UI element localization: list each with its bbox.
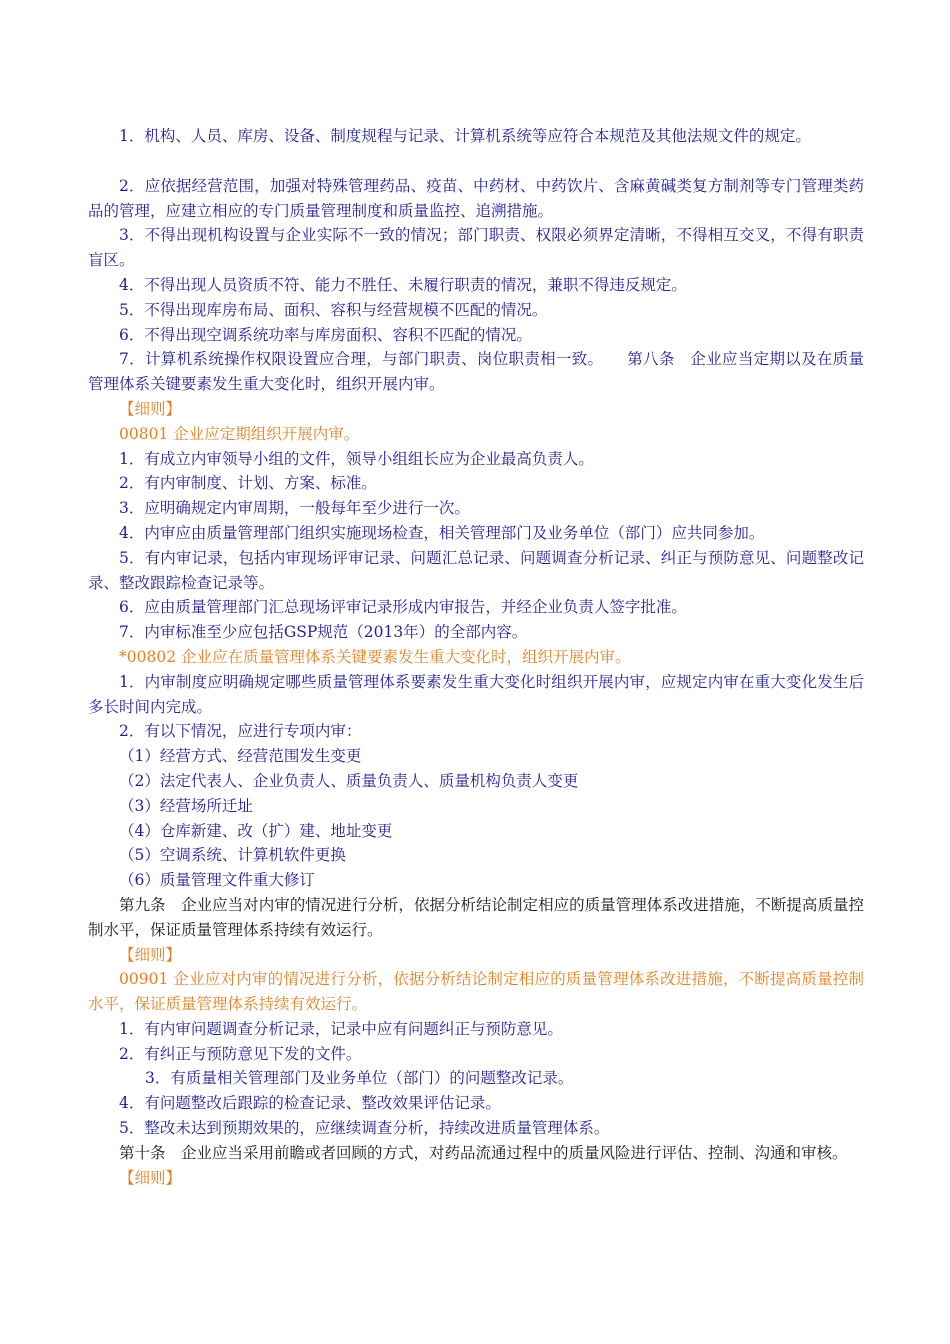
rules-heading: 【细则】 — [119, 399, 182, 418]
article-10: 第十条 企业应当采用前瞻或者回顾的方式，对药品流通过程中的质量风险进行评估、控制、沟通和审核。 — [119, 1143, 848, 1162]
list-item-2: （2）法定代表人、企业负责人、质量负责人、质量机构负责人变更 — [119, 771, 579, 790]
list-item-6: （6）质量管理文件重大修订 — [119, 871, 315, 890]
paragraph-00801-1: 1．有成立内审领导小组的文件，领导小组组长应为企业最高负责人。 — [119, 449, 594, 468]
paragraph-00901-1: 1．有内审问题调查分析记录，记录中应有问题纠正与预防意见。 — [119, 1019, 563, 1038]
paragraph-00801-7: 7．内审标准至少应包括GSP规范（2013年）的全部内容。 — [119, 623, 528, 642]
paragraph-7-article-8: 7．计算机系统操作权限设置应合理，与部门职责、岗位职责相一致。 第八条 企业应当定期以及在质量管理体系关键要素发生重大变化时，组织开展内审。 — [88, 350, 864, 394]
paragraph-00802-2: 2．有以下情况，应进行专项内审： — [119, 722, 362, 741]
paragraph-1: 1．机构、人员、库房、设备、制度规程与记录、计算机系统等应符合本规范及其他法规文件的规定。 — [119, 127, 811, 145]
rules-heading: 【细则】 — [119, 1168, 182, 1187]
document-body — [88, 124, 864, 1190]
paragraph-00801-6: 6．应由质量管理部门汇总现场评审记录形成内审报告，并经企业负责人签字批准。 — [119, 598, 687, 617]
paragraph-00801-5: 5．有内审记录，包括内审现场评审记录、问题汇总记录、问题调查分析记录、纠正与预防意见、问题整改记录、整改跟踪检查记录等。 — [88, 548, 864, 592]
item-00802: *00802 企业应在质量管理体系关键要素发生重大变化时，组织开展内审。 — [119, 647, 631, 666]
paragraph-00801-3: 3．应明确规定内审周期，一般每年至少进行一次。 — [119, 499, 470, 518]
list-item-4: （4）仓库新建、改（扩）建、地址变更 — [119, 821, 393, 840]
paragraph-00901-5: 5．整改未达到预期效果的，应继续调查分析，持续改进质量管理体系。 — [119, 1119, 610, 1138]
list-item-5: （5）空调系统、计算机软件更换 — [119, 846, 346, 865]
article-9: 第九条 企业应当对内审的情况进行分析，依据分析结论制定相应的质量管理体系改进措施，不断提高质量控制水平，保证质量管理体系持续有效运行。 — [88, 895, 864, 939]
item-00801: 00801 企业应定期组织开展内审。 — [119, 424, 360, 443]
rules-heading: 【细则】 — [119, 945, 182, 964]
paragraph-3: 3．不得出现机构设置与企业实际不一致的情况；部门职责、权限必须界定清晰，不得相互交叉，不得有职责盲区。 — [88, 226, 864, 270]
paragraph-00802-1: 1．内审制度应明确规定哪些质量管理体系要素发生重大变化时组织开展内审，应规定内审在重大变化发生后多长时间内完成。 — [88, 672, 864, 716]
paragraph-00801-2: 2．有内审制度、计划、方案、标准。 — [119, 474, 377, 493]
paragraph-00901-2: 2．有纠正与预防意见下发的文件。 — [119, 1044, 362, 1063]
item-00901: 00901 企业应对内审的情况进行分析，依据分析结论制定相应的质量管理体系改进措施，不断提高质量控制水平，保证质量管理体系持续有效运行。 — [88, 970, 864, 1014]
paragraph-00801-4: 4．内审应由质量管理部门组织实施现场检查，相关管理部门及业务单位（部门）应共同参加。 — [119, 523, 765, 542]
paragraph-00901-3: 3．有质量相关管理部门及业务单位（部门）的问题整改记录。 — [145, 1069, 574, 1088]
paragraph-2: 2．应依据经营范围，加强对特殊管理药品、疫苗、中药材、中药饮片、含麻黄碱类复方制剂等专门管理类药品的管理，应建立相应的专门质量管理制度和质量监控、追溯措施。 — [88, 176, 864, 220]
paragraph-4: 4．不得出现人员资质不符、能力不胜任、未履行职责的情况，兼职不得违反规定。 — [119, 275, 687, 294]
list-item-1: （1）经营方式、经营范围发生变更 — [119, 747, 362, 766]
paragraph-5: 5．不得出现库房布局、面积、容积与经营规模不匹配的情况。 — [119, 300, 548, 319]
paragraph-00901-4: 4．有问题整改后跟踪的检查记录、整改效果评估记录。 — [119, 1094, 501, 1113]
paragraph-6: 6．不得出现空调系统功率与库房面积、容积不匹配的情况。 — [119, 325, 532, 344]
list-item-3: （3）经营场所迁址 — [119, 796, 253, 815]
